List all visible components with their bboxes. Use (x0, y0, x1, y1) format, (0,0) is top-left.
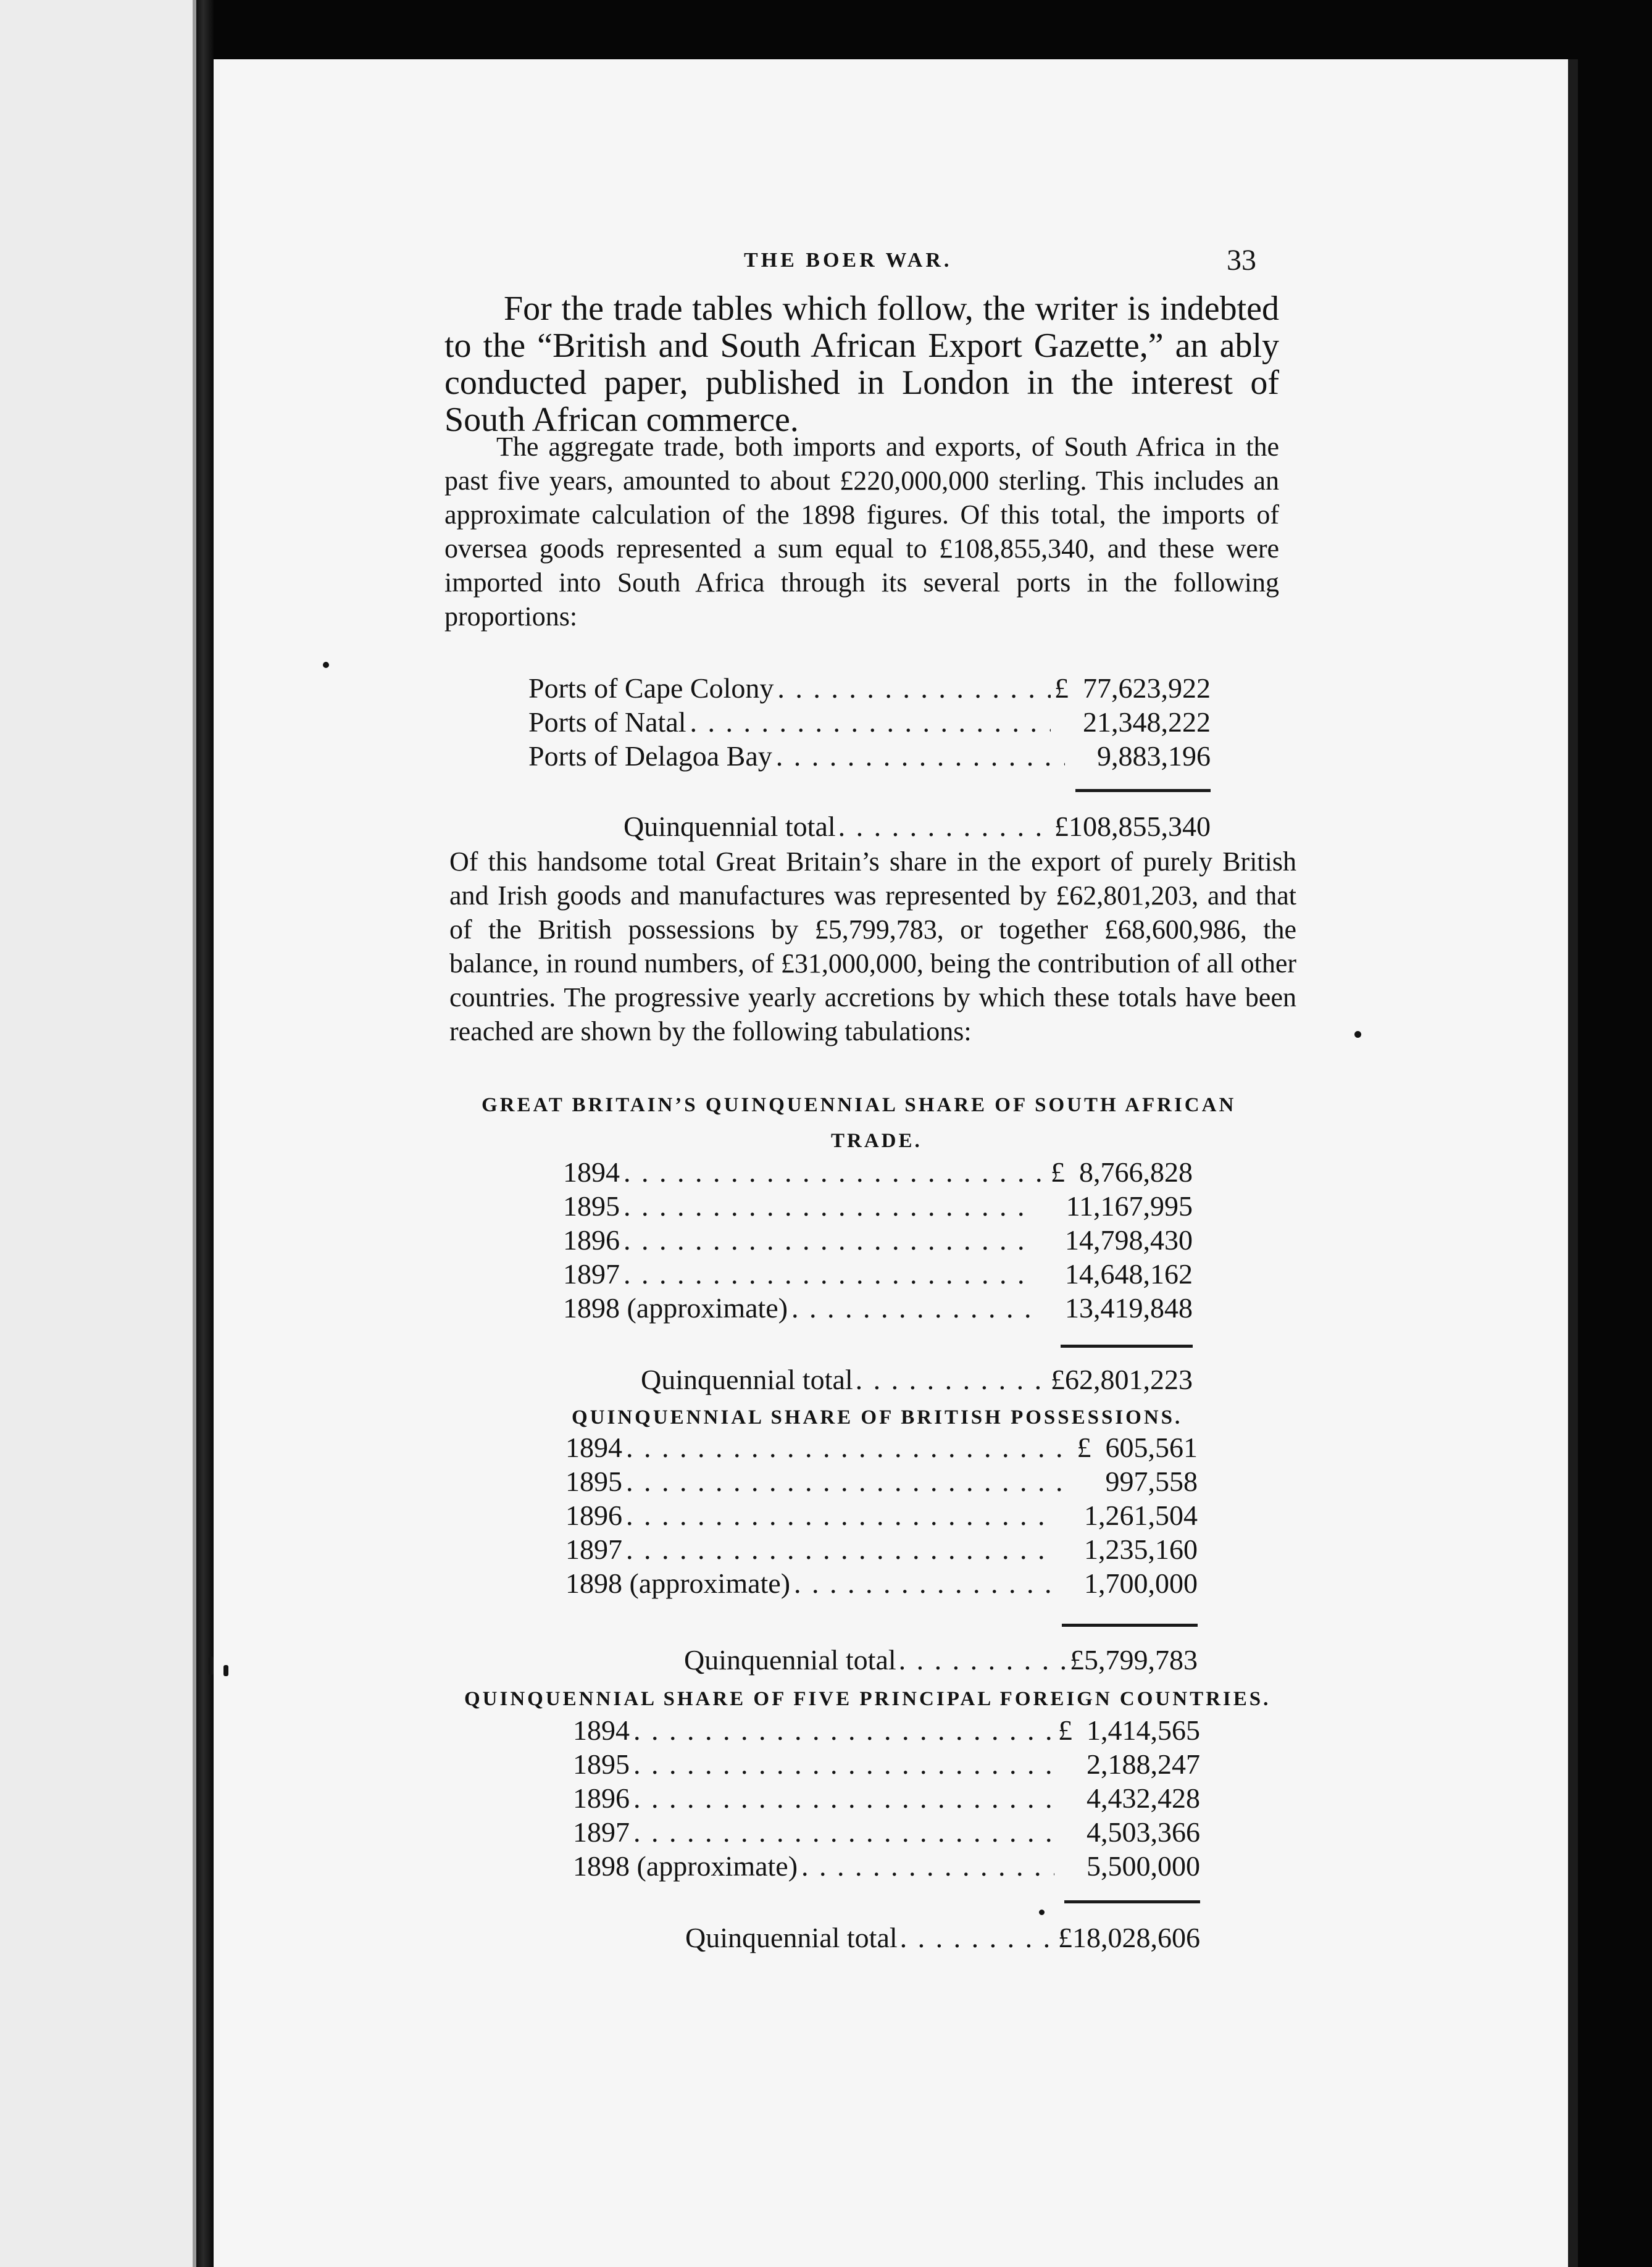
dot-leader (633, 1748, 1054, 1781)
row-currency: £ (1077, 1432, 1091, 1463)
row-label: 1897 (563, 1258, 620, 1290)
row-amount: 11,167,995 (1066, 1190, 1193, 1222)
row-label: 1898 (approximate) (573, 1850, 798, 1882)
gb-total-row (641, 1363, 1193, 1396)
fc-row-1897 (573, 1816, 1200, 1848)
dot-leader (791, 1292, 1033, 1324)
row-amount: 9,883,196 (1097, 740, 1211, 772)
facing-page (0, 0, 196, 2267)
intro-paragraph (444, 290, 1279, 438)
book-gutter (196, 0, 214, 2267)
row-label: Ports of Natal (528, 706, 686, 738)
row-label: 1894 (563, 1156, 620, 1188)
dot-leader (624, 1258, 1033, 1290)
ports-row-natal (528, 706, 1211, 738)
ports-total-row (624, 810, 1211, 843)
bp-row-1898 (565, 1567, 1198, 1600)
dot-leader (626, 1465, 1074, 1498)
dot-leader (624, 1224, 1033, 1256)
row-label: 1894 (573, 1714, 630, 1746)
gb-row-1897 (563, 1258, 1193, 1290)
bp-row-1894 (565, 1431, 1198, 1464)
total-rule (1061, 1345, 1193, 1348)
total-label: Quinquennial total (641, 1364, 853, 1395)
table-caption: TRADE. (831, 1130, 922, 1152)
row-amount: 1,414,565 (1087, 1714, 1200, 1746)
row-label: 1897 (565, 1534, 622, 1565)
dot-leader (633, 1714, 1054, 1747)
row-label: 1898 (approximate) (565, 1568, 791, 1599)
total-rule (1075, 789, 1211, 792)
total-amount: £108,855,340 (1054, 811, 1211, 842)
total-amount: £18,028,606 (1058, 1922, 1200, 1953)
row-amount: 1,235,160 (1084, 1534, 1198, 1565)
dot-leader (899, 1643, 1067, 1676)
share-text: Of this handsome total Great Britain’s share in the export of purely British and Irish goods and manufactures was represented by £62,801,203, and that of the British possessions by £5,799,783, or together £68,600,986, the balance, in round numbers, of £31,000,000, being the contribution of all other countries. The progressive yearly accretions by which these totals have been reached are shown by the following tabulations: (449, 846, 1296, 1046)
row-label: 1895 (565, 1466, 622, 1497)
row-label: 1896 (565, 1500, 622, 1531)
total-label: Quinquennial total (685, 1922, 898, 1953)
row-currency: £ (1054, 672, 1069, 704)
row-amount: 13,419,848 (1065, 1292, 1193, 1324)
total-rule (1064, 1900, 1200, 1903)
dot-leader (838, 810, 1052, 843)
table-caption: GREAT BRITAIN’S QUINQUENNIAL SHARE OF SOUTH AFRICAN (482, 1094, 1237, 1116)
dot-leader (776, 740, 1065, 772)
dot-leader (626, 1431, 1074, 1464)
row-label: 1896 (563, 1224, 620, 1256)
gb-row-1898 (563, 1292, 1193, 1324)
bp-row-1896 (565, 1499, 1198, 1532)
fc-row-1895 (573, 1748, 1200, 1781)
ports-row-delagoa (528, 740, 1211, 772)
dot-leader (794, 1567, 1052, 1600)
row-label: 1897 (573, 1816, 630, 1848)
fc-row-1894 (573, 1714, 1200, 1747)
dot-leader (856, 1363, 1048, 1396)
ports-row-cape (528, 672, 1211, 704)
row-label: Ports of Cape Colony (528, 672, 774, 704)
dot-leader (633, 1782, 1054, 1814)
row-amount: 1,700,000 (1084, 1568, 1198, 1599)
bp-row-1897 (565, 1533, 1198, 1566)
ink-speck (1039, 1910, 1045, 1915)
table-caption: QUINQUENNIAL SHARE OF FIVE PRINCIPAL FOREIGN COUNTRIES. (464, 1688, 1271, 1710)
page-number: 33 (1227, 244, 1256, 277)
row-label: 1898 (approximate) (563, 1292, 788, 1324)
row-amount: 997,558 (1105, 1466, 1198, 1497)
row-amount: 8,766,828 (1079, 1156, 1193, 1188)
aggregate-paragraph (444, 430, 1279, 633)
row-currency: £ (1051, 1156, 1065, 1188)
row-label: 1895 (573, 1748, 630, 1780)
dot-leader (690, 706, 1051, 738)
gb-row-1894 (563, 1156, 1193, 1188)
dot-leader (626, 1533, 1052, 1566)
fc-row-1896 (573, 1782, 1200, 1814)
ink-speck (1354, 1031, 1361, 1038)
total-amount: £5,799,783 (1070, 1644, 1198, 1676)
row-amount: 14,648,162 (1065, 1258, 1193, 1290)
row-label: 1895 (563, 1190, 620, 1222)
bp-total-row (684, 1643, 1198, 1676)
row-amount: 1,261,504 (1084, 1500, 1198, 1531)
dot-leader (624, 1156, 1047, 1188)
intro-text: For the trade tables which follow, the writer is indebted to the “British and South African Export Gazette,” an ably conducted paper, published in London in the interest of South African commerce. (444, 290, 1279, 439)
total-label: Quinquennial total (624, 811, 836, 842)
row-amount: 4,432,428 (1087, 1782, 1200, 1814)
fc-row-1898 (573, 1850, 1200, 1882)
row-label: Ports of Delagoa Bay (528, 740, 772, 772)
row-label: 1896 (573, 1782, 630, 1814)
total-amount: £62,801,223 (1051, 1364, 1193, 1395)
row-amount: 14,798,430 (1065, 1224, 1193, 1256)
row-label: 1894 (565, 1432, 622, 1463)
row-amount: 5,500,000 (1087, 1850, 1200, 1882)
row-amount: 4,503,366 (1087, 1816, 1200, 1848)
ink-speck (223, 1665, 228, 1676)
row-amount: 605,561 (1105, 1432, 1198, 1463)
row-currency: £ (1058, 1714, 1072, 1746)
bp-row-1895 (565, 1465, 1198, 1498)
running-title: THE BOER WAR. (744, 249, 953, 272)
ink-speck (209, 1656, 214, 1675)
gb-row-1896 (563, 1224, 1193, 1256)
share-paragraph (449, 845, 1296, 1048)
row-amount: 21,348,222 (1083, 706, 1211, 738)
total-rule (1062, 1624, 1198, 1627)
dot-leader (626, 1499, 1052, 1532)
aggregate-text: The aggregate trade, both imports and exports, of South Africa in the past five years, amounted to about £220,000,000 sterling. This includes an approximate calculation of the 1898 figures. Of this total, the imports of oversea goods represented a sum equal to £108,855,340, and these were imported into South Africa through its several ports in the following proportions: (444, 432, 1279, 632)
row-amount: 2,188,247 (1087, 1748, 1200, 1780)
dot-leader (633, 1816, 1054, 1848)
total-label: Quinquennial total (684, 1644, 896, 1676)
row-amount: 77,623,922 (1083, 672, 1211, 704)
gb-row-1895 (563, 1190, 1193, 1222)
dot-leader (801, 1850, 1054, 1882)
ink-speck (323, 662, 329, 668)
dot-leader (624, 1190, 1034, 1222)
fc-total-row (685, 1921, 1200, 1954)
dot-leader (777, 672, 1051, 704)
table-caption: QUINQUENNIAL SHARE OF BRITISH POSSESSIONS. (572, 1406, 1183, 1429)
page-edge (1568, 59, 1578, 2267)
dot-leader (900, 1921, 1056, 1954)
